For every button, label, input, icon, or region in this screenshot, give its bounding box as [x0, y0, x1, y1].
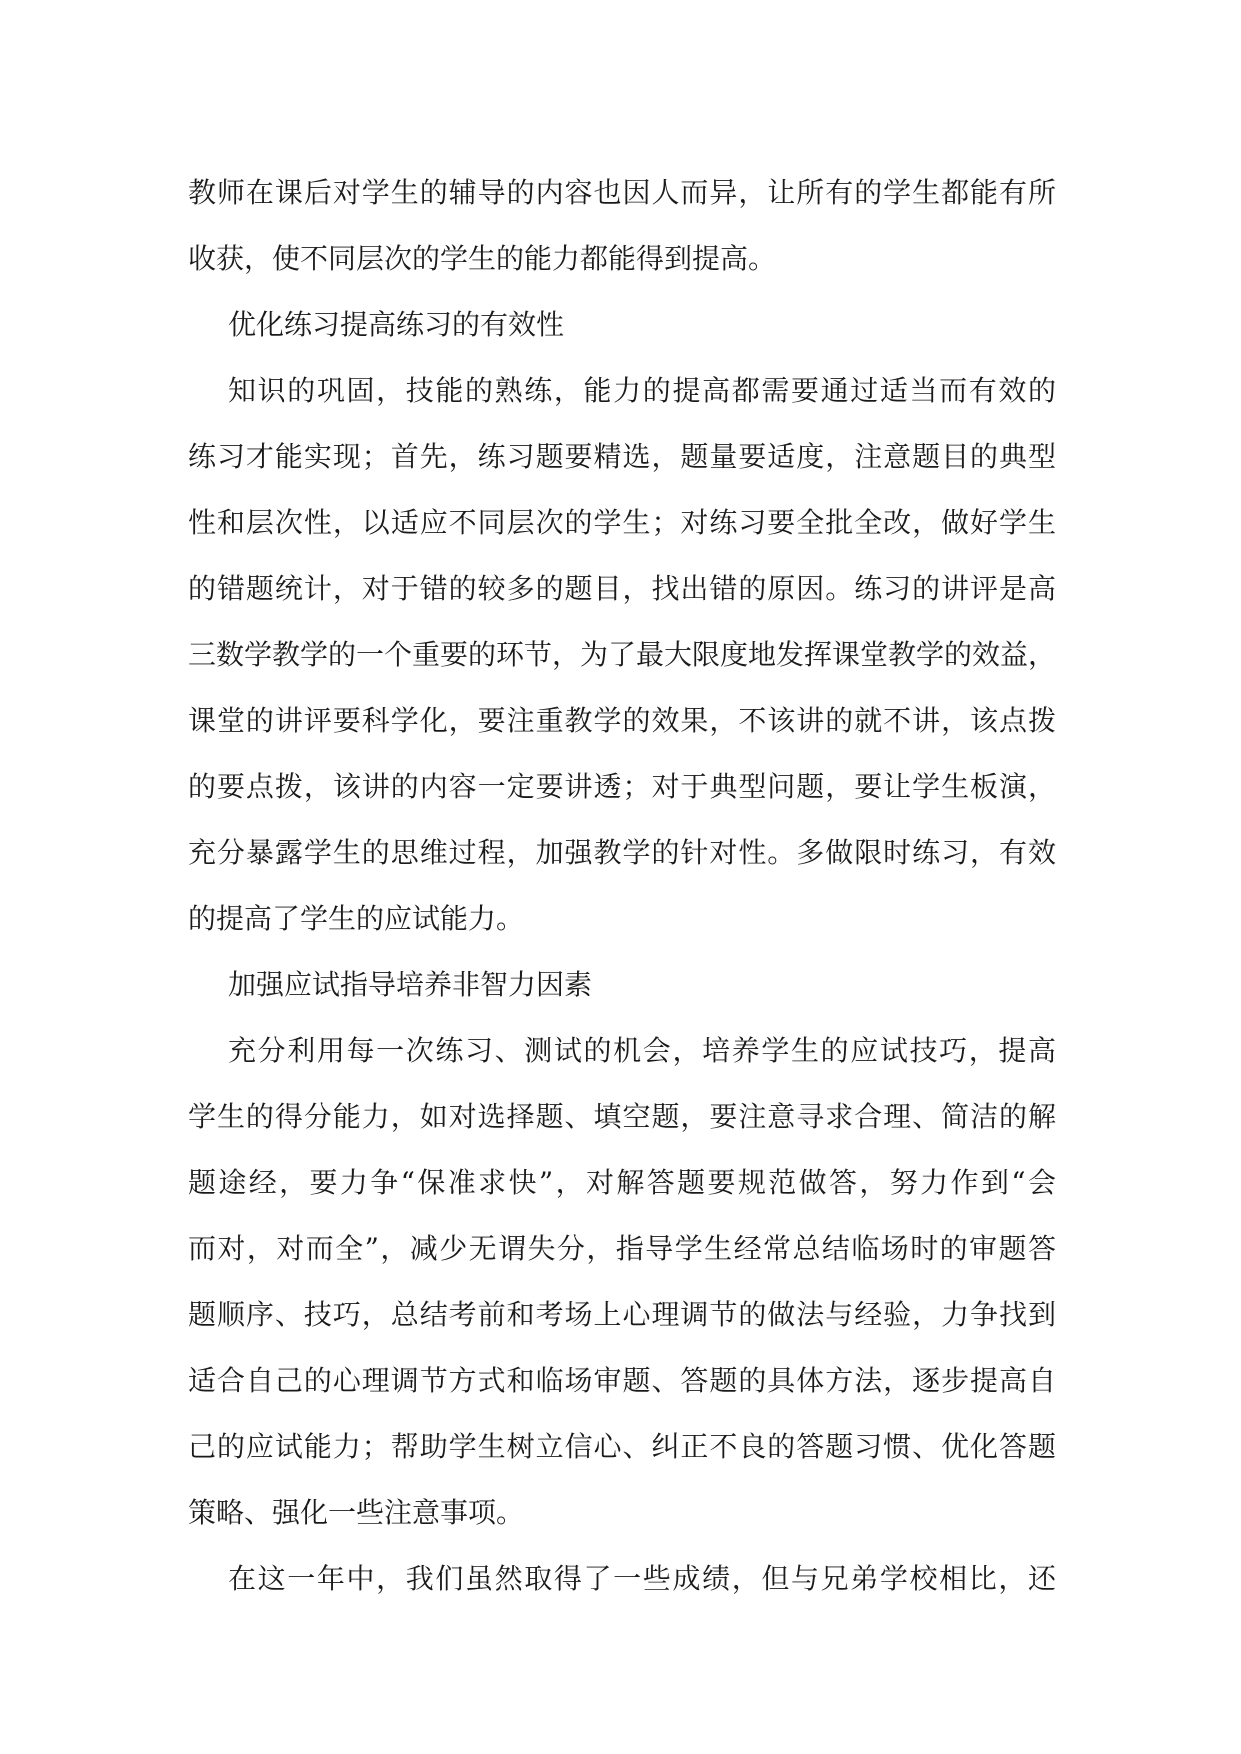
text-line: 在这一年中，我们虽然取得了一些成绩，但与兄弟学校相比，还: [228, 1562, 1056, 1595]
text-line: 题途经，要力争“保准求快”，对解答题要规范做答，努力作到“会: [188, 1166, 1056, 1199]
text-line: 的要点拨，该讲的内容一定要讲透；对于典型问题，要让学生板演，: [188, 770, 1056, 803]
text-line: 的错题统计，对于错的较多的题目，找出错的原因。练习的讲评是高: [188, 572, 1056, 605]
text-line: 知识的巩固，技能的熟练，能力的提高都需要通过适当而有效的: [228, 374, 1056, 407]
text-line: 性和层次性，以适应不同层次的学生；对练习要全批全改，做好学生: [188, 506, 1056, 539]
text-line: 充分暴露学生的思维过程，加强教学的针对性。多做限时练习，有效: [188, 836, 1056, 869]
section-heading-exam-guidance: 加强应试指导培养非智力因素: [228, 968, 593, 1001]
text-line: 练习才能实现；首先，练习题要精选，题量要适度，注意题目的典型: [188, 440, 1056, 473]
document-body: [188, 160, 1056, 1612]
text-line: 而对，对而全”，减少无谓失分，指导学生经常总结临场时的审题答: [188, 1232, 1056, 1265]
text-line: 收获，使不同层次的学生的能力都能得到提高。: [188, 242, 777, 275]
paragraph-tutoring: [188, 160, 1056, 292]
paragraph-conclusion: [188, 1546, 1056, 1612]
text-line: 适合自己的心理调节方式和临场审题、答题的具体方法，逐步提高自: [188, 1364, 1056, 1397]
text-line: 充分利用每一次练习、测试的机会，培养学生的应试技巧，提高: [228, 1034, 1056, 1067]
section-heading-practice: 优化练习提高练习的有效性: [228, 308, 565, 341]
text-line: 学生的得分能力，如对选择题、填空题，要注意寻求合理、简洁的解: [188, 1100, 1056, 1133]
paragraph-exam-guidance: [188, 1018, 1056, 1546]
text-line: 的提高了学生的应试能力。: [188, 902, 525, 935]
text-line: 三数学教学的一个重要的环节，为了最大限度地发挥课堂教学的效益，: [188, 638, 1057, 671]
text-line: 课堂的讲评要科学化，要注重教学的效果，不该讲的就不讲，该点拨: [188, 704, 1056, 737]
text-line: 题顺序、技巧，总结考前和考场上心理调节的做法与经验，力争找到: [188, 1298, 1056, 1331]
paragraph-practice: [188, 358, 1056, 952]
text-line: 策略、强化一些注意事项。: [188, 1496, 525, 1529]
text-line: 教师在课后对学生的辅导的内容也因人而异，让所有的学生都能有所: [188, 176, 1056, 209]
text-line: 己的应试能力；帮助学生树立信心、纠正不良的答题习惯、优化答题: [188, 1430, 1056, 1463]
